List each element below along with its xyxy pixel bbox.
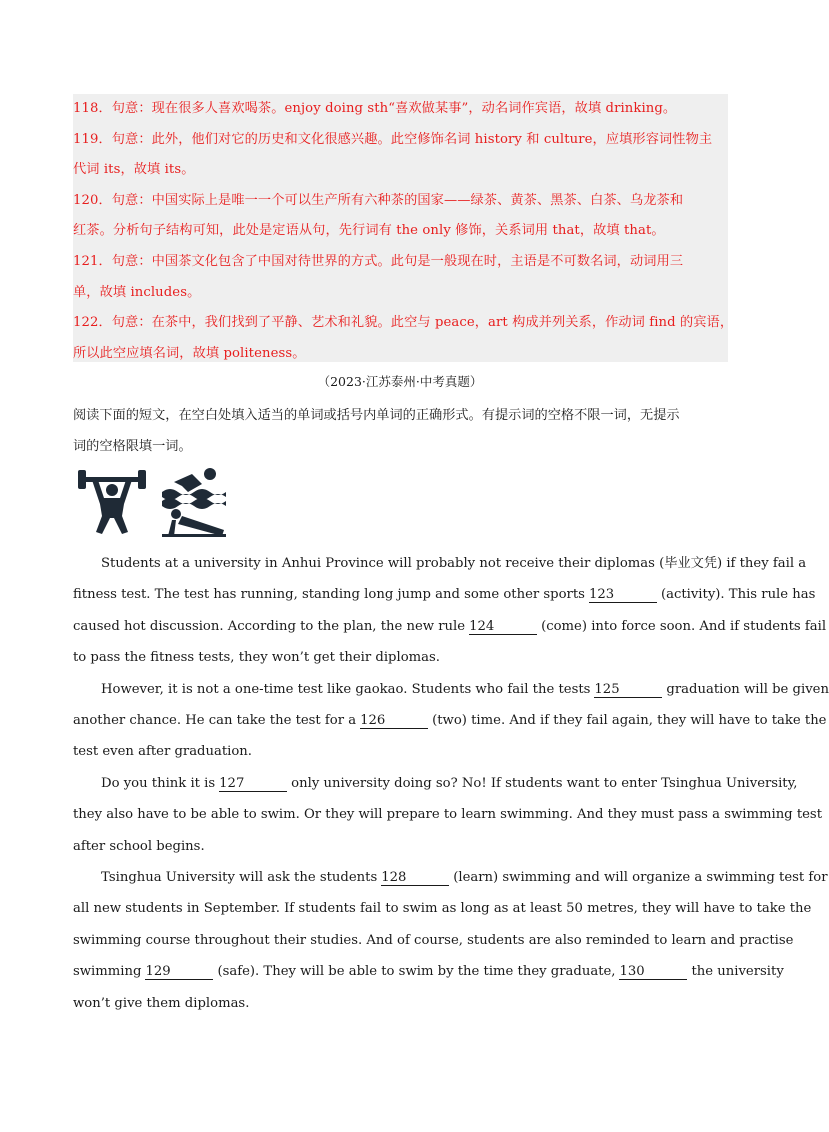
answer-line: 单，故填 includes。	[73, 284, 201, 300]
answer-blank[interactable]: 127	[219, 776, 287, 792]
paragraph-2	[73, 674, 829, 768]
answer-line: 121．句意：中国茶文化包含了中国对待世界的方式。此句是一般现在时，主语是不可数名词，动词用三	[73, 253, 684, 269]
text-line: Tsinghua University will ask the students 128 (learn) swimming and will organize a swimming test for	[101, 870, 828, 886]
swimming-icon	[162, 468, 226, 509]
text-line: another chance. He can take the test for a 126 (two) time. And if they fail again, they will have to take the	[73, 713, 827, 729]
answer-blank[interactable]: 125	[594, 682, 662, 698]
answer-line: 119．句意：此外，他们对它的历史和文化很感兴趣。此空修饰名词 history 和 culture，应填形容词性物主	[73, 131, 713, 147]
instructions	[73, 400, 729, 462]
answer-blank[interactable]: 126	[360, 713, 428, 729]
text-line: fitness test. The test has running, standing long jump and some other sports 123 (activity). This rule has	[73, 587, 816, 603]
text-line: Students at a university in Anhui Province will probably not receive their diplomas (毕业文凭) if they fail a	[101, 556, 807, 571]
answer-line: 122．句意：在茶中，我们找到了平静、艺术和礼貌。此空与 peace，art 构成并列关系，作动词 find 的宾语，	[73, 315, 734, 331]
answer-line: 代词 its，故填 its。	[73, 162, 195, 178]
answer-line: 所以此空应填名词，故填 politeness。	[73, 345, 306, 361]
text-line: However, it is not a one-time test like gaokao. Students who fail the tests 125 graduation will be given	[101, 681, 829, 697]
answer-blank[interactable]: 129	[145, 964, 213, 980]
instruction-line: 词的空格限填一词。	[73, 439, 192, 454]
answer-line: 120．句意：中国实际上是唯一一个可以生产所有六种茶的国家——绿茶、黄茶、黑茶、白茶、乌龙茶和	[73, 192, 684, 208]
answer-blank[interactable]: 130	[619, 964, 687, 980]
text-line: caused hot discussion. According to the plan, the new rule 124 (come) into force soon. And if students fail	[73, 618, 827, 634]
answer-blank[interactable]: 123	[589, 587, 657, 603]
sports-icons	[78, 468, 228, 538]
text-line: won’t give them diplomas.	[73, 995, 250, 1011]
answer-line: 118．句意：现在很多人喜欢喝茶。enjoy doing sth“喜欢做某事”，动名词作宾语，故填 drinking。	[73, 101, 677, 116]
instruction-line: 阅读下面的短文，在空白处填入适当的单词或括号内单词的正确形式。有提示词的空格不限一词，无提示	[73, 408, 680, 423]
text-line: to pass the fitness tests, they won’t get their diplomas.	[73, 650, 440, 666]
text-line: swimming 129 (safe). They will be able to swim by the time they graduate, 130 the university	[73, 964, 784, 980]
text-line: Do you think it is 127 only university doing so? No! If students want to enter Tsinghua University,	[101, 775, 798, 791]
text-line: test even after graduation.	[73, 744, 252, 760]
text-line: after school begins.	[73, 838, 205, 854]
answer-line: 红茶。分析句子结构可知，此处是定语从句，先行词有 the only 修饰，关系词用 that，故填 that。	[73, 223, 665, 239]
answer-blank[interactable]: 124	[469, 619, 537, 635]
exam-source: （2023·江苏泰州·中考真题）	[317, 374, 483, 389]
text-line: swimming course throughout their studies. And of course, students are also reminded to learn and practise	[73, 932, 794, 948]
pushup-icon	[162, 509, 226, 537]
text-line: they also have to be able to swim. Or they will prepare to learn swimming. And they must pass a swimming test	[73, 807, 822, 823]
paragraph-3	[73, 768, 822, 862]
answer-blank[interactable]: 128	[381, 870, 449, 886]
answer-explanations	[73, 94, 734, 362]
reading-passage	[73, 548, 829, 1019]
paragraph-4	[73, 862, 828, 1019]
text-line: all new students in September. If students fail to swim as long as at least 50 metres, they will have to take the	[73, 901, 812, 917]
paragraph-1	[73, 548, 827, 674]
weightlifting-icon	[78, 470, 146, 534]
